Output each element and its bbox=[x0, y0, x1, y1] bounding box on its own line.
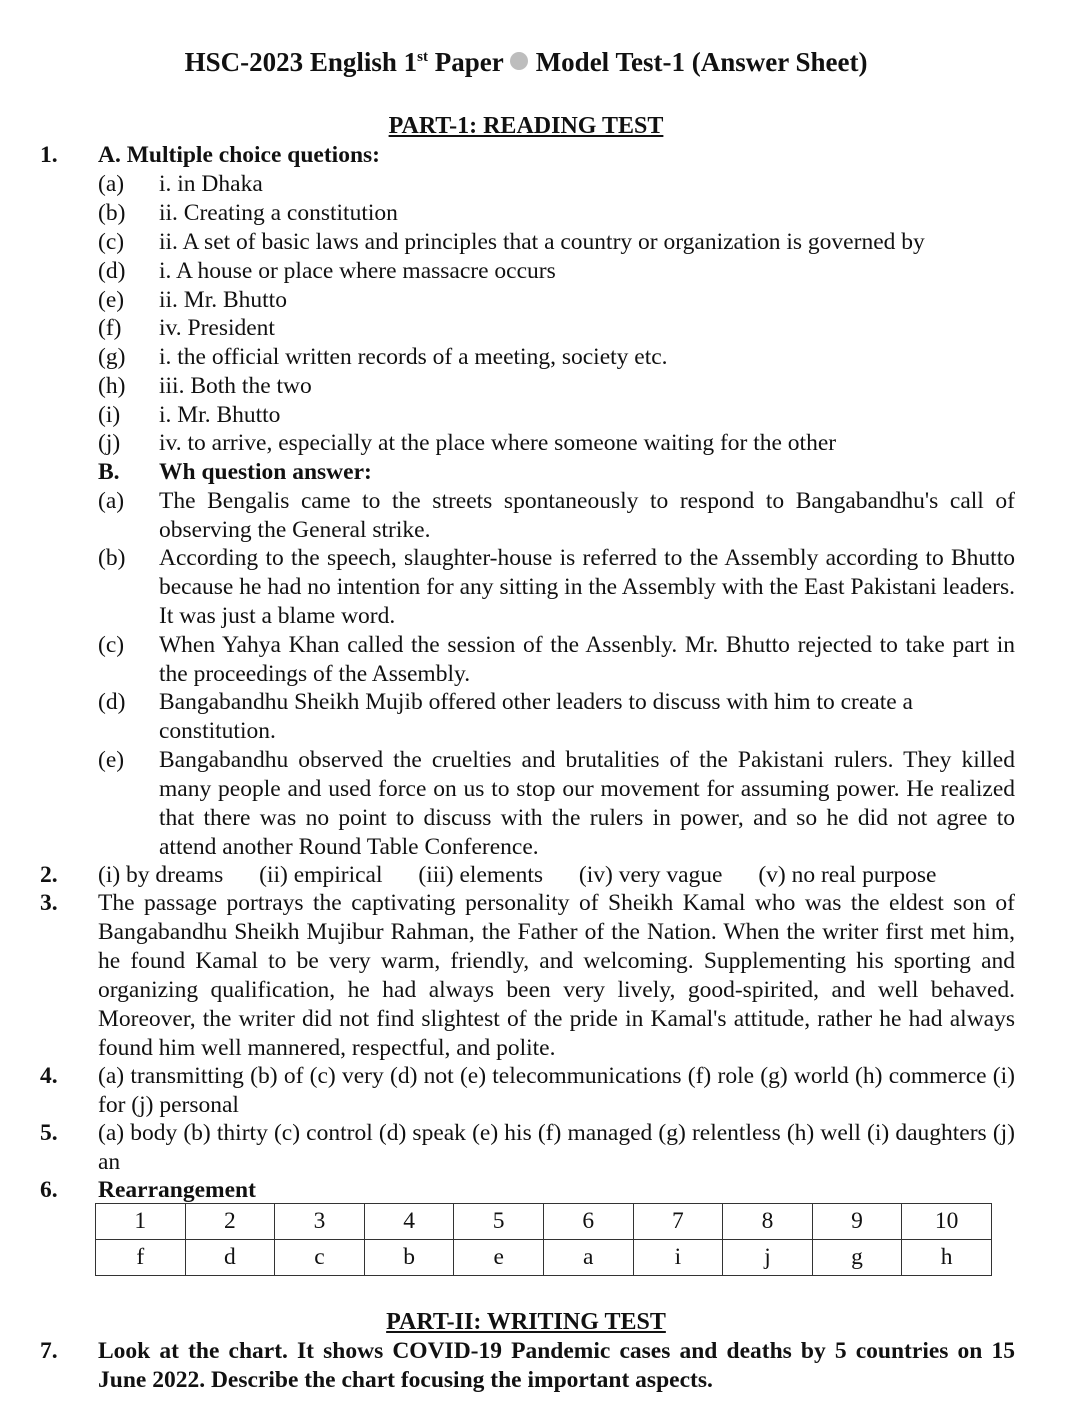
mcq-answer: iv. to arrive, especially at the place where someone waiting for the other bbox=[159, 430, 837, 456]
wh-answer: According to the speech, slaughter-house is referred to the Assembly according to Bhutto because he had no intention for any sitting in the Assembly with the East Pakistani leaders. It was just a blame word. bbox=[159, 545, 1015, 629]
title-pre: HSC-2023 English 1 bbox=[184, 47, 418, 77]
q2-item: (ii) empirical bbox=[259, 862, 383, 888]
wh-mark: (e) bbox=[98, 747, 125, 773]
mcq-answer: ii. Mr. Bhutto bbox=[159, 287, 287, 313]
table-cell: i bbox=[633, 1240, 723, 1276]
mcq-answer: ii. A set of basic laws and principles that a country or organization is governed by bbox=[159, 229, 925, 255]
q5-answer: (a) body (b) thirty (c) control (d) speak (e) his (f) managed (g) relentless (h) well (i) daughters (j) an bbox=[98, 1120, 1015, 1175]
mcq-answer: iii. Both the two bbox=[159, 373, 312, 399]
rearrangement-table bbox=[95, 1203, 992, 1276]
q2-answers bbox=[98, 861, 1015, 890]
table-cell: b bbox=[364, 1240, 454, 1276]
title-model-test: Model Test-1 (Answer Sheet) bbox=[535, 47, 868, 77]
wh-answer: When Yahya Khan called the session of the Assenbly. Mr. Bhutto rejected to take part in the proceedings of the Assembly. bbox=[159, 632, 1015, 687]
table-cell: 5 bbox=[454, 1204, 544, 1240]
table-cell: c bbox=[275, 1240, 365, 1276]
wh-mark: (c) bbox=[98, 632, 125, 658]
wh-mark: (d) bbox=[98, 689, 126, 715]
q7-number: 7. bbox=[40, 1338, 58, 1364]
wh-answer-line: Bangabandhu Sheikh Mujib offered other leaders to discuss with him to create a bbox=[159, 689, 913, 715]
table-cell: j bbox=[723, 1240, 813, 1276]
table-cell: 2 bbox=[185, 1204, 275, 1240]
q1-b-heading: Wh question answer: bbox=[159, 459, 372, 485]
part1-heading: PART-1: READING TEST bbox=[388, 113, 664, 139]
mcq-answer: i. the official written records of a meeting, society etc. bbox=[159, 344, 668, 370]
q3-answer: The passage portrays the captivating personality of Sheikh Kamal who was the eldest son of Bangabandhu Sheikh Mujibur Rahman, the Father of the Nation. When the writer first met him, he found Kamal to be very warm, friendly, and welcoming. Supplementing his sporting and organizing qualification, he had always been very lively, good-spirited, and well behaved. Moreover, the writer did not find slightest of the pride in Kamal's attitude, rather he had always found him well mannered, respectful, and polite. bbox=[98, 890, 1015, 1061]
q1-a-heading: A. Multiple choice quetions: bbox=[98, 142, 380, 168]
table-cell: 1 bbox=[96, 1204, 186, 1240]
mcq-mark: (a) bbox=[98, 171, 125, 197]
q2-item: (iii) elements bbox=[418, 862, 544, 888]
wh-answer bbox=[159, 688, 1015, 746]
mcq-mark: (c) bbox=[98, 229, 125, 255]
wh-mark: (a) bbox=[98, 488, 125, 514]
title-superscript: st bbox=[417, 49, 428, 65]
table-cell: 6 bbox=[543, 1204, 633, 1240]
mcq-answer: i. Mr. Bhutto bbox=[159, 402, 281, 428]
table-cell: 7 bbox=[633, 1204, 723, 1240]
rearrangement-letter-row bbox=[96, 1240, 992, 1276]
q2-number: 2. bbox=[40, 862, 58, 888]
q5-number: 5. bbox=[40, 1120, 58, 1146]
q2-item: (v) no real purpose bbox=[758, 862, 937, 888]
mcq-mark: (h) bbox=[98, 373, 126, 399]
bullet-dot-icon bbox=[510, 52, 528, 70]
mcq-answer: iv. President bbox=[159, 315, 275, 341]
mcq-answer: i. in Dhaka bbox=[159, 171, 263, 197]
q4-number: 4. bbox=[40, 1063, 58, 1089]
mcq-answer: i. A house or place where massacre occurs bbox=[159, 258, 556, 284]
table-cell: g bbox=[812, 1240, 902, 1276]
table-cell: 3 bbox=[275, 1204, 365, 1240]
wh-answer-line: constitution. bbox=[159, 718, 276, 744]
wh-answer: Bangabandhu observed the cruelties and brutalities of the Pakistani rulers. They killed many people and used force on us to stop our movement for assuming power. He realized that there was no point to discuss with the rulers in power, and so he did not agree to attend another Round Table Conference. bbox=[159, 747, 1015, 860]
mcq-mark: (g) bbox=[98, 344, 126, 370]
q4-answer: (a) transmitting (b) of (c) very (d) not (e) telecommunications (f) role (g) world (h) commerce (i) for (j) personal bbox=[98, 1063, 1015, 1118]
table-cell: f bbox=[96, 1240, 186, 1276]
mcq-mark: (d) bbox=[98, 258, 126, 284]
rearrangement-number-row bbox=[96, 1204, 992, 1240]
q1-number: 1. bbox=[40, 142, 58, 168]
q1-b-mark: B. bbox=[98, 459, 120, 485]
table-cell: 8 bbox=[723, 1204, 813, 1240]
q6-heading: Rearrangement bbox=[98, 1177, 256, 1203]
table-cell: 9 bbox=[812, 1204, 902, 1240]
q2-item: (i) by dreams bbox=[98, 862, 224, 888]
q7-question: Look at the chart. It shows COVID-19 Pandemic cases and deaths by 5 countries on 15 June 2022. Describe the chart focusing the important aspects. bbox=[98, 1338, 1015, 1393]
mcq-mark: (f) bbox=[98, 315, 122, 341]
q2-item: (iv) very vague bbox=[578, 862, 723, 888]
title-paper: Paper bbox=[434, 47, 504, 77]
table-cell: d bbox=[185, 1240, 275, 1276]
table-cell: 10 bbox=[902, 1204, 992, 1240]
table-cell: a bbox=[543, 1240, 633, 1276]
mcq-mark: (i) bbox=[98, 402, 121, 428]
q3-number: 3. bbox=[40, 890, 58, 916]
part2-heading: PART-II: WRITING TEST bbox=[386, 1309, 666, 1335]
mcq-answer: ii. Creating a constitution bbox=[159, 200, 398, 226]
table-cell: 4 bbox=[364, 1204, 454, 1240]
wh-answer: The Bengalis came to the streets spontaneously to respond to Bangabandhu's call of observing the General strike. bbox=[159, 488, 1015, 543]
q6-number: 6. bbox=[40, 1177, 58, 1203]
page-title bbox=[0, 44, 1052, 80]
wh-mark: (b) bbox=[98, 545, 126, 571]
mcq-mark: (b) bbox=[98, 200, 126, 226]
table-cell: h bbox=[902, 1240, 992, 1276]
mcq-mark: (j) bbox=[98, 430, 121, 456]
mcq-mark: (e) bbox=[98, 287, 125, 313]
table-cell: e bbox=[454, 1240, 544, 1276]
